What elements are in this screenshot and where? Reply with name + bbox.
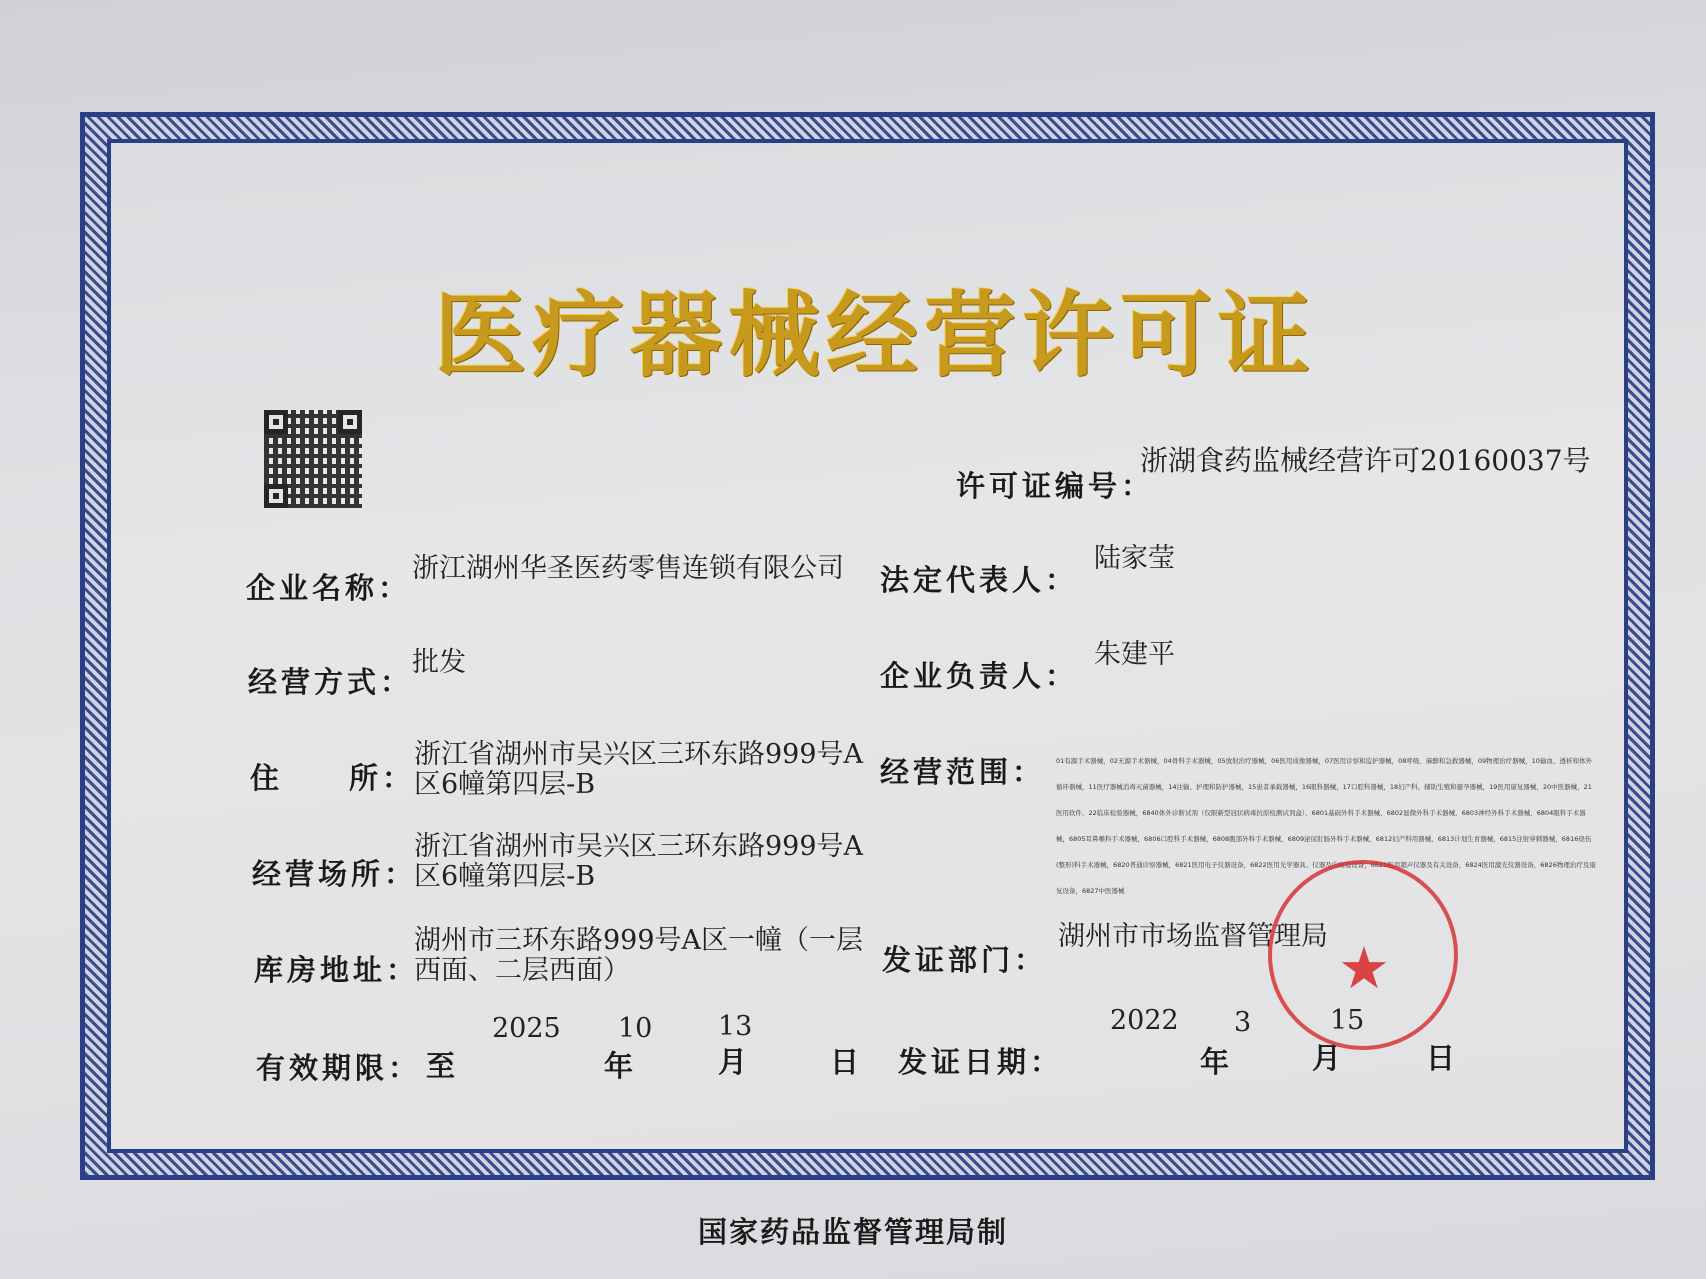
- business-scope-value: 01有源手术器械，02无源手术器械，04骨科手术器械，05放射治疗器械，06医用成像器械，07医用诊察和监护器械，08呼吸、麻醉和急救器械，09物理治疗器械，10输血、透析和体外循环器械，11医疗器械消毒灭菌器械，14注输、护理和防护器械，15患者承载器械，16眼科器械，17口腔科器械，18妇产科、辅助生殖和避孕器械，19医用康复器械，20中医器械，21医用软件，22临床检验器械，6840体外诊断试剂（仅限新型冠状病毒抗原检测试剂盒），6801基础外科手术器械，6802显微外科手术器械，6803神经外科手术器械，6804眼科手术器械，6805耳鼻喉科手术器械，6806口腔科手术器械，6808腹部外科手术器械，6809泌尿肛肠外科手术器械，6812妇产科用器械，6813计划生育器械，6815注射穿刺器械，6816烧伤(整形)科手术器械，6820普通诊察器械，6821医用电子仪器设备，6822医用光学器具、仪器及内窥镜设备，6823医用超声仪器及有关设备，6824医用激光仪器设备，6826物理治疗及康复设备，6827中医器械: [1056, 757, 1596, 895]
- company-name-label: 企业名称：: [246, 571, 412, 605]
- issue-date-month-unit: 月: [1312, 1041, 1346, 1075]
- validity-month-unit: 月: [718, 1045, 752, 1079]
- person-in-charge-label: 企业负责人：: [880, 659, 1079, 693]
- legal-rep-label: 法定代表人：: [880, 563, 1079, 597]
- business-scope-label: 经营范围：: [880, 755, 1046, 789]
- validity-day: 13: [718, 1011, 753, 1042]
- issuing-dept-value: 湖州市市场监督管理局: [1058, 921, 1328, 952]
- business-mode-label: 经营方式：: [248, 665, 414, 699]
- certificate-title: 医疗器械经营许可证: [433, 282, 1316, 389]
- residence-label: 住 所：: [250, 761, 416, 795]
- validity-month: 10: [618, 1013, 653, 1044]
- issue-date-year: 2022: [1110, 1005, 1179, 1036]
- legal-rep-value: 陆家莹: [1094, 543, 1175, 574]
- company-name-value: 浙江湖州华圣医药零售连锁有限公司: [412, 553, 844, 584]
- validity-prefix: 至: [426, 1049, 460, 1083]
- issue-date-month: 3: [1234, 1007, 1252, 1038]
- issue-date-day-unit: 日: [1426, 1041, 1460, 1075]
- business-premises-value: 浙江省湖州市吴兴区三环东路999号A区6幢第四层-B: [414, 831, 864, 892]
- issue-date-year-unit: 年: [1200, 1045, 1234, 1079]
- issue-date-day: 15: [1330, 1005, 1365, 1036]
- license-number-value: 浙湖食药监械经营许可20160037号: [1140, 444, 1591, 477]
- seal-star-icon: ★: [1338, 934, 1390, 1002]
- validity-year: 2025: [492, 1013, 561, 1044]
- issue-date-label: 发证日期：: [898, 1045, 1064, 1079]
- person-in-charge-value: 朱建平: [1094, 639, 1175, 670]
- warehouse-label: 库房地址：: [254, 953, 420, 987]
- business-premises-label: 经营场所：: [252, 857, 418, 891]
- validity-year-unit: 年: [604, 1049, 638, 1083]
- official-seal: [1268, 860, 1458, 1050]
- business-mode-value: 批发: [412, 647, 466, 678]
- warehouse-value: 湖州市三环东路999号A区一幢（一层西面、二层西面）: [414, 925, 864, 986]
- license-number-label: 许可证编号：: [956, 469, 1155, 503]
- qr-code-icon: [264, 410, 362, 508]
- issuer-footer: 国家药品监督管理局制: [697, 1215, 1008, 1249]
- validity-label: 有效期限：: [256, 1051, 422, 1085]
- issuing-dept-label: 发证部门：: [882, 943, 1048, 977]
- validity-day-unit: 日: [830, 1045, 864, 1079]
- residence-value: 浙江省湖州市吴兴区三环东路999号A区6幢第四层-B: [414, 739, 864, 800]
